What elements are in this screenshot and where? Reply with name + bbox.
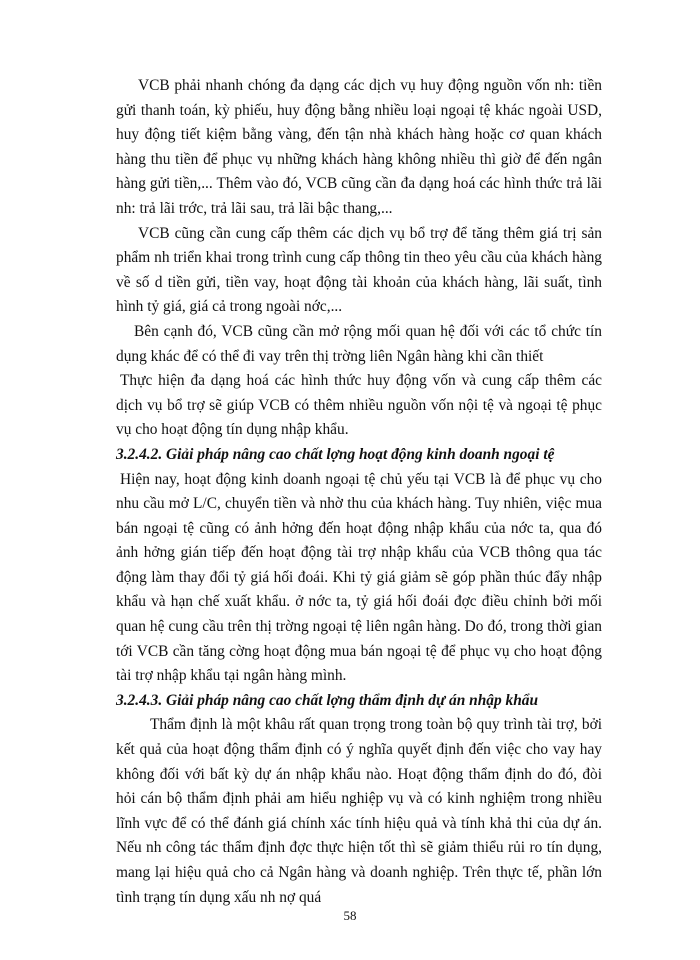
paragraph-project-appraisal: Thẩm định là một khâu rất quan trọng trong toàn bộ quy trình tài trợ, bởi kết quả của hoạt động thẩm định có ý nghĩa quyết định đến việc cho vay hay không đối với bất kỳ dự án nhập khẩu nào. Hoạt động thẩm định do đó, đòi hỏi cán bộ thẩm định phải am hiểu nghiệp vụ và có kinh nghiệm trong nhiều lĩnh vực để có thể đánh giá chính xác tính hiệu quả và tính khả thi của dự án. Nếu nh công tác thẩm định đợc thực hiện tốt thì sẽ giảm thiểu rủi ro tín dụng, mang lại hiệu quả cho cả Ngân hàng và doanh nghiệp. Trên thực tế, phần lớn tình trạng tín dụng xấu nh nợ quá <box>116 716 602 906</box>
page-number: 58 <box>343 908 357 923</box>
paragraph-forex-business: Hiện nay, hoạt động kinh doanh ngoại tệ chủ yếu tại VCB là để phục vụ cho nhu cầu mở L/C, chuyển tiền và nhờ thu của khách hàng. Tuy nhiên, việc mua bán ngoại tệ cũng có ảnh hởng đến hoạt động nhập khẩu của nớc ta, qua đó ảnh hởng gián tiếp đến hoạt động tài trợ nhập khẩu của VCB thông qua tác động làm thay đổi tỷ giá hối đoái. Khi tỷ giá giảm sẽ góp phần thúc đẩy nhập khẩu và hạn chế xuất khẩu. ở nớc ta, tỷ giá hối đoái đợc điều chỉnh bởi mối quan hệ cung cầu trên thị trờng ngoại tệ liên ngân hàng. Do đó, trong thời gian tới VCB cần tăng cờng hoạt động mua bán ngoại tệ để phục vụ cho hoạt động tài trợ nhập khẩu tại ngân hàng mình. <box>116 470 602 685</box>
paragraph-capital-mobilization-services: VCB phải nhanh chóng đa dạng các dịch vụ huy động nguồn vốn nh: tiền gửi thanh toán, kỳ phiếu, huy động bằng nhiều loại ngoại tệ khác ngoài USD, huy động tiết kiệm bằng vàng, đến tận nhà khách hàng hoặc cơ quan khách hàng thu tiền để phục vụ những khách hàng không nhiều thì giờ để đến ngân hàng gửi tiền,... Thêm vào đó, VCB cũng cần đa dạng hoá các hình thức trả lãi nh: trả lãi trớc, trả lãi sau, trả lãi bậc thang,... <box>116 77 602 217</box>
section-heading-forex: 3.2.4.2. Giải pháp nâng cao chất lợng hoạt động kinh doanh ngoại tệ <box>116 445 555 463</box>
paragraph-interbank-relations: Bên cạnh đó, VCB cũng cần mở rộng mối quan hệ đối với các tổ chức tín dụng khác để có thể đi vay trên thị trờng liên Ngân hàng khi cần thiết <box>116 322 602 365</box>
paragraph-diversification-summary: Thực hiện đa dạng hoá các hình thức huy động vốn và cung cấp thêm các dịch vụ bổ trợ sẽ giúp VCB có thêm nhiều nguồn vốn nội tệ và ngoại tệ phục vụ cho hoạt động tín dụng nhập khẩu. <box>116 372 602 439</box>
paragraph-supplementary-services: VCB cũng cần cung cấp thêm các dịch vụ bổ trợ để tăng thêm giá trị sản phẩm nh triển khai trong trình cung cấp thông tin theo yêu cầu của khách hàng về số d tiền gửi, tiền vay, hoạt động tài khoản của khách hàng, lãi suất, tình hình tỷ giá, giá cả trong ngoài nớc,... <box>116 224 602 316</box>
section-heading-project-appraisal: 3.2.4.3. Giải pháp nâng cao chất lợng thẩm định dự án nhập khẩu <box>116 691 539 709</box>
page-body <box>116 74 602 910</box>
